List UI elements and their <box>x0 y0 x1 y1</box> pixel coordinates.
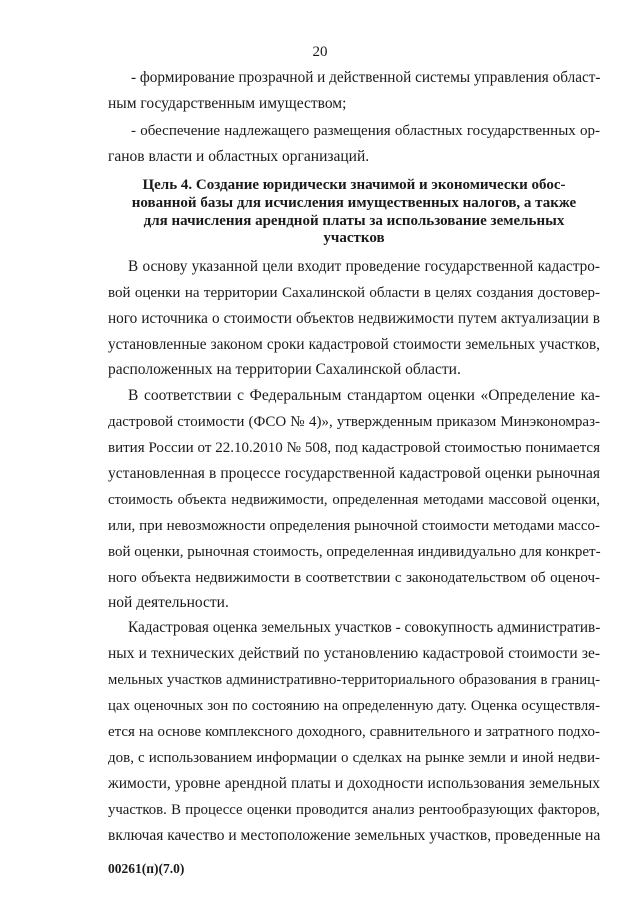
paragraph-1-line-1: В основу указанной цели входит проведение государственной кадастро- <box>128 258 600 275</box>
paragraph-1-line-3: ного источника о стоимости объектов недвижимости путем актуализации в <box>108 310 600 327</box>
paragraph-1-line-5: расположенных на территории Сахалинской области. <box>108 361 461 378</box>
paragraph-3-line-5: ется на основе комплексного доходного, сравнительного и затратного подхо- <box>108 724 600 740</box>
page-number: 20 <box>312 44 328 60</box>
paragraph-3-line-4: цах оценочных зон по состоянию на определенную дату. Оценка осуществля- <box>108 698 600 714</box>
paragraph-2-line-9: ной деятельности. <box>108 594 229 611</box>
paragraph-3-line-9: включая качество и местоположение земельных участков, проведенные на <box>108 827 601 844</box>
paragraph-1-line-2: вой оценки на территории Сахалинской области в целях создания достовер- <box>108 285 600 301</box>
paragraph-3-line-3: мельных участков административно-территориального образования в границ- <box>108 672 600 688</box>
document-code: 00261(п)(7.0) <box>108 861 185 876</box>
section-heading-line-2: нованной базы для исчисления имущественных налогов, а также <box>131 195 577 211</box>
paragraph-2-line-8: ного объекта недвижимости в соответствии с законодательством об оценоч- <box>108 570 600 586</box>
bullet-2-line-1: - обеспечение надлежащего размещения областных государственных ор- <box>131 123 600 139</box>
paragraph-2-line-2: дастровой стоимости (ФСО № 4)», утвержденным приказом Минэкономраз- <box>108 414 600 430</box>
paragraph-3-line-7: жимости, уровне арендной платы и доходности использования земельных <box>108 775 600 792</box>
section-heading-line-1: Цель 4. Создание юридически значимой и экономически обос- <box>142 177 566 193</box>
paragraph-3-line-1: Кадастровая оценка земельных участков - совокупность административ- <box>128 619 601 636</box>
paragraph-3-line-2: ных и технических действий по установлению кадастровой стоимости зе- <box>108 645 600 662</box>
bullet-2-line-2: ганов власти и областных организаций. <box>108 148 370 165</box>
paragraph-2-line-4: установленная в процессе государственной кадастровой оценки рыночная <box>108 465 600 482</box>
paragraph-2-line-5: стоимость объекта недвижимости, определенная методами массовой оценки, <box>108 492 600 508</box>
paragraph-1-line-4: установленные законом сроки кадастровой стоимости земельных участков, <box>108 336 600 353</box>
paragraph-3-line-8: участков. В процессе оценки проводится анализ рентообразующих факторов, <box>108 802 600 818</box>
paragraph-2-line-6: или, при невозможности определения рыночной стоимости методами массо- <box>108 518 600 534</box>
bullet-1-line-2: ным государственным имуществом; <box>108 95 347 112</box>
paragraph-3-line-6: дов, с использованием информации о сделках на рынке земли и иной недви- <box>108 750 600 766</box>
paragraph-2-line-1: В соответствии с Федеральным стандартом оценки «Определение ка- <box>128 387 600 404</box>
paragraph-2-line-3: вития России от 22.10.2010 № 508, под кадастровой стоимостью понимается <box>108 440 600 456</box>
section-heading-line-4: участков <box>323 230 385 246</box>
section-heading-line-3: для начисления арендной платы за использование земельных <box>143 213 565 229</box>
bullet-1-line-1: - формирование прозрачной и действенной системы управления област- <box>131 69 601 86</box>
paragraph-2-line-7: вой оценки, рыночная стоимость, определенная индивидуально для конкрет- <box>108 544 601 560</box>
